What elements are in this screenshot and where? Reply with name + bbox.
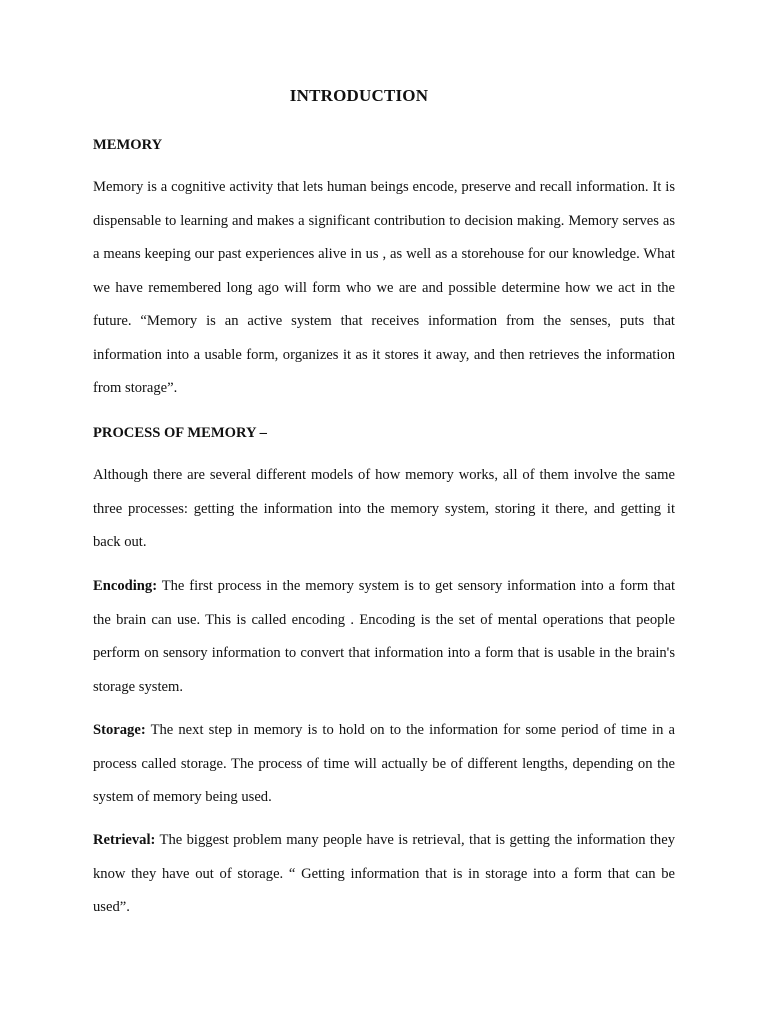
section-heading-process: PROCESS OF MEMORY – (93, 425, 267, 441)
paragraph-memory: Memory is a cognitive activity that lets human beings encode, preserve and recall information. It is dispensable to learning and makes a significant contribution to decision making. Memory serves as a means keeping our past experiences alive in us , as well as a storehouse for our knowledge. What we have remembered long ago will form who we are and possible determine how we act in the future. “Memory is an active system that receives information from the senses, puts that information into a usable form, organizes it as it stores it away, and then retrieves the information from storage”. (93, 179, 675, 396)
paragraph-storage (93, 714, 675, 815)
term-encoding: Encoding: (93, 578, 158, 594)
term-retrieval: Retrieval: (93, 832, 156, 848)
paragraph-encoding (93, 570, 675, 704)
encoding-text: The first process in the memory system is to get sensory information into a form that the brain can use. This is called encoding . Encoding is the set of mental operations that people perform on sensory information to convert that information into a form that is usable in the brain's storage system. (93, 578, 675, 695)
paragraph-retrieval (93, 824, 675, 925)
page-title: INTRODUCTION (289, 86, 429, 105)
retrieval-text: The biggest problem many people have is retrieval, that is getting the information they know they have out of storage. “ Getting information that is in storage into a form that can be used”. (93, 832, 676, 915)
paragraph-process-intro: Although there are several different models of how memory works, all of them involve the same three processes: getting the information into the memory system, storing it there, and getting it back out. (93, 467, 675, 550)
section-heading-memory: MEMORY (93, 137, 163, 153)
storage-text: The next step in memory is to hold on to the information for some period of time in a process called storage. The process of time will actually be of different lengths, depending on the system of memory being used. (93, 722, 675, 805)
term-storage: Storage: (93, 722, 146, 738)
